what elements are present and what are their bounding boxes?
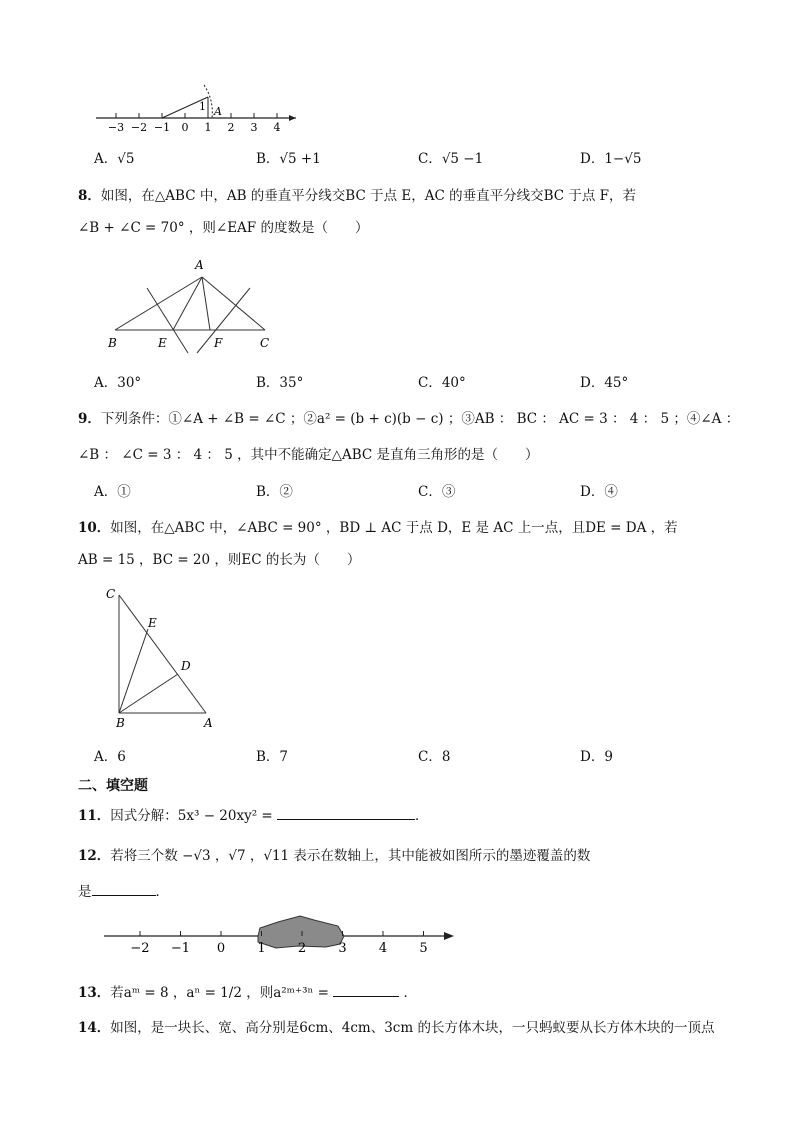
q14-stem: [78, 1019, 714, 1037]
q9-text-1: 下列条件：①∠A + ∠B = ∠C ；②a² = (b + c)(b − c) ；③AB ： BC ： AC = 3 ： 4 ： 5 ；④∠A ：: [100, 411, 740, 427]
q12-tick-label-1: −1: [170, 941, 191, 956]
q8-option-b[interactable]: B．35°: [256, 375, 304, 391]
q12-answer-blank[interactable]: [92, 883, 156, 896]
q9-stem-line2: ∠B ： ∠C = 3 ： 4 ： 5 ，其中不能确定△ABC 是直角三角形的是（ ）: [78, 447, 539, 463]
fig7-label-one: 1: [199, 100, 206, 113]
q10-option-b[interactable]: B．7: [256, 749, 289, 765]
q11-text: 因式分解：5x³ − 20xy² =: [110, 808, 273, 824]
q12-tick-label-3: 1: [257, 941, 266, 956]
q10-stem-line2: AB = 15 ，BC = 20 ，则EC 的长为（ ）: [78, 552, 361, 568]
q8-stem-line2: ∠B + ∠C = 70° ，则∠EAF 的度数是（ ）: [78, 220, 369, 236]
q8-text-1: 如图，在△ABC 中，AB 的垂直平分线交BC 于点 E，AC 的垂直平分线交BC 于点 F，若: [100, 188, 637, 204]
q8-label-c: C: [260, 336, 270, 350]
q8-label-f: F: [214, 336, 223, 350]
q7-option-c[interactable]: C．√5 −1: [418, 151, 484, 167]
fig7-tick-label-1: −2: [130, 121, 148, 134]
q10-label-b: B: [116, 716, 125, 730]
q11-tail: ．: [415, 808, 429, 824]
q8-option-d[interactable]: D．45°: [580, 375, 629, 391]
q10-label-e: E: [148, 616, 157, 630]
fig7-tick-label-5: 2: [227, 121, 235, 134]
q7-number-line-figure: [90, 80, 305, 135]
q7-option-a[interactable]: A．√5: [94, 151, 135, 167]
q12-text-1: 若将三个数 −√3 ，√7 ，√11 表示在数轴上，其中能被如图所示的墨迹覆盖的数: [110, 848, 591, 864]
q10-label-c: C: [106, 587, 116, 601]
fig7-tick-label-6: 3: [250, 121, 258, 134]
fig7-tick-label-0: −3: [107, 121, 125, 134]
q10-option-d[interactable]: D．9: [580, 749, 613, 765]
q13-answer-blank[interactable]: [333, 984, 399, 997]
q8-option-a[interactable]: A．30°: [94, 375, 142, 391]
q8-label-e: E: [158, 336, 167, 350]
section-fill-in-title: 二、填空题: [78, 778, 148, 794]
q12-tick-label-7: 5: [419, 941, 428, 956]
q8-stem-line1: [78, 187, 636, 205]
q14-number: 14．: [78, 1020, 111, 1036]
q13-number: 13．: [78, 985, 111, 1001]
q7-option-b[interactable]: B．√5 +1: [256, 151, 321, 167]
fig7-tick-label-4: 1: [204, 121, 212, 134]
q10-triangle-figure: [100, 583, 225, 731]
fig7-tick-label-2: −1: [153, 121, 171, 134]
q8-label-a: A: [195, 258, 204, 272]
q13-stem: [78, 984, 417, 1002]
q10-label-a: A: [204, 716, 213, 730]
q12-text-2: 是: [78, 884, 92, 900]
q9-option-a[interactable]: A．①: [94, 484, 131, 500]
q12-tick-label-5: 3: [338, 941, 347, 956]
q12-tick-label-2: 0: [216, 941, 226, 956]
q12-tick-label-4: 2: [297, 941, 307, 956]
q12-tick-label-0: −2: [130, 941, 150, 956]
q10-option-a[interactable]: A．6: [94, 749, 126, 765]
q10-stem-line1: [78, 519, 678, 537]
q8-triangle-figure: [100, 255, 280, 355]
q9-option-c[interactable]: C．③: [418, 484, 456, 500]
fig7-tick-label-3: 0: [181, 121, 189, 134]
q12-tick-label-6: 4: [378, 941, 388, 956]
q12-number-line-figure: [100, 910, 460, 958]
fig7-tick-label-7: 4: [273, 121, 281, 134]
q8-label-b: B: [108, 336, 117, 350]
q12-number: 12．: [78, 848, 111, 864]
q8-number: 8．: [78, 188, 101, 204]
q9-option-d[interactable]: D．④: [580, 484, 618, 500]
q10-text-1: 如图，在△ABC 中，∠ABC = 90° ，BD ⊥ AC 于点 D，E 是 AC 上一点，且DE = DA ，若: [110, 520, 678, 536]
q13-tail: ．: [403, 985, 418, 1001]
q9-option-b[interactable]: B．②: [256, 484, 293, 500]
q11-stem: [78, 807, 429, 825]
q12-stem-line1: [78, 847, 590, 865]
q10-number: 10．: [78, 520, 111, 536]
q12-tail: ．: [155, 884, 169, 900]
q9-stem-line1: [78, 410, 739, 428]
fig7-label-a: A: [214, 105, 222, 118]
q13-text: 若aᵐ = 8 ，aⁿ = 1/2 ，则a²ᵐ⁺³ⁿ =: [110, 985, 329, 1001]
q9-number: 9．: [78, 411, 101, 427]
q10-option-c[interactable]: C．8: [418, 749, 451, 765]
q10-label-d: D: [181, 659, 191, 673]
q12-stem-line2: [78, 883, 169, 901]
q7-option-d[interactable]: D．1−√5: [580, 151, 642, 167]
q8-option-c[interactable]: C．40°: [418, 375, 466, 391]
q11-number: 11．: [78, 808, 111, 824]
q14-text: 如图，是一块长、宽、高分别是6cm、4cm、3cm 的长方体木块，一只蚂蚁要从长方体木块的一顶点: [110, 1020, 715, 1036]
q11-answer-blank[interactable]: [277, 807, 415, 820]
